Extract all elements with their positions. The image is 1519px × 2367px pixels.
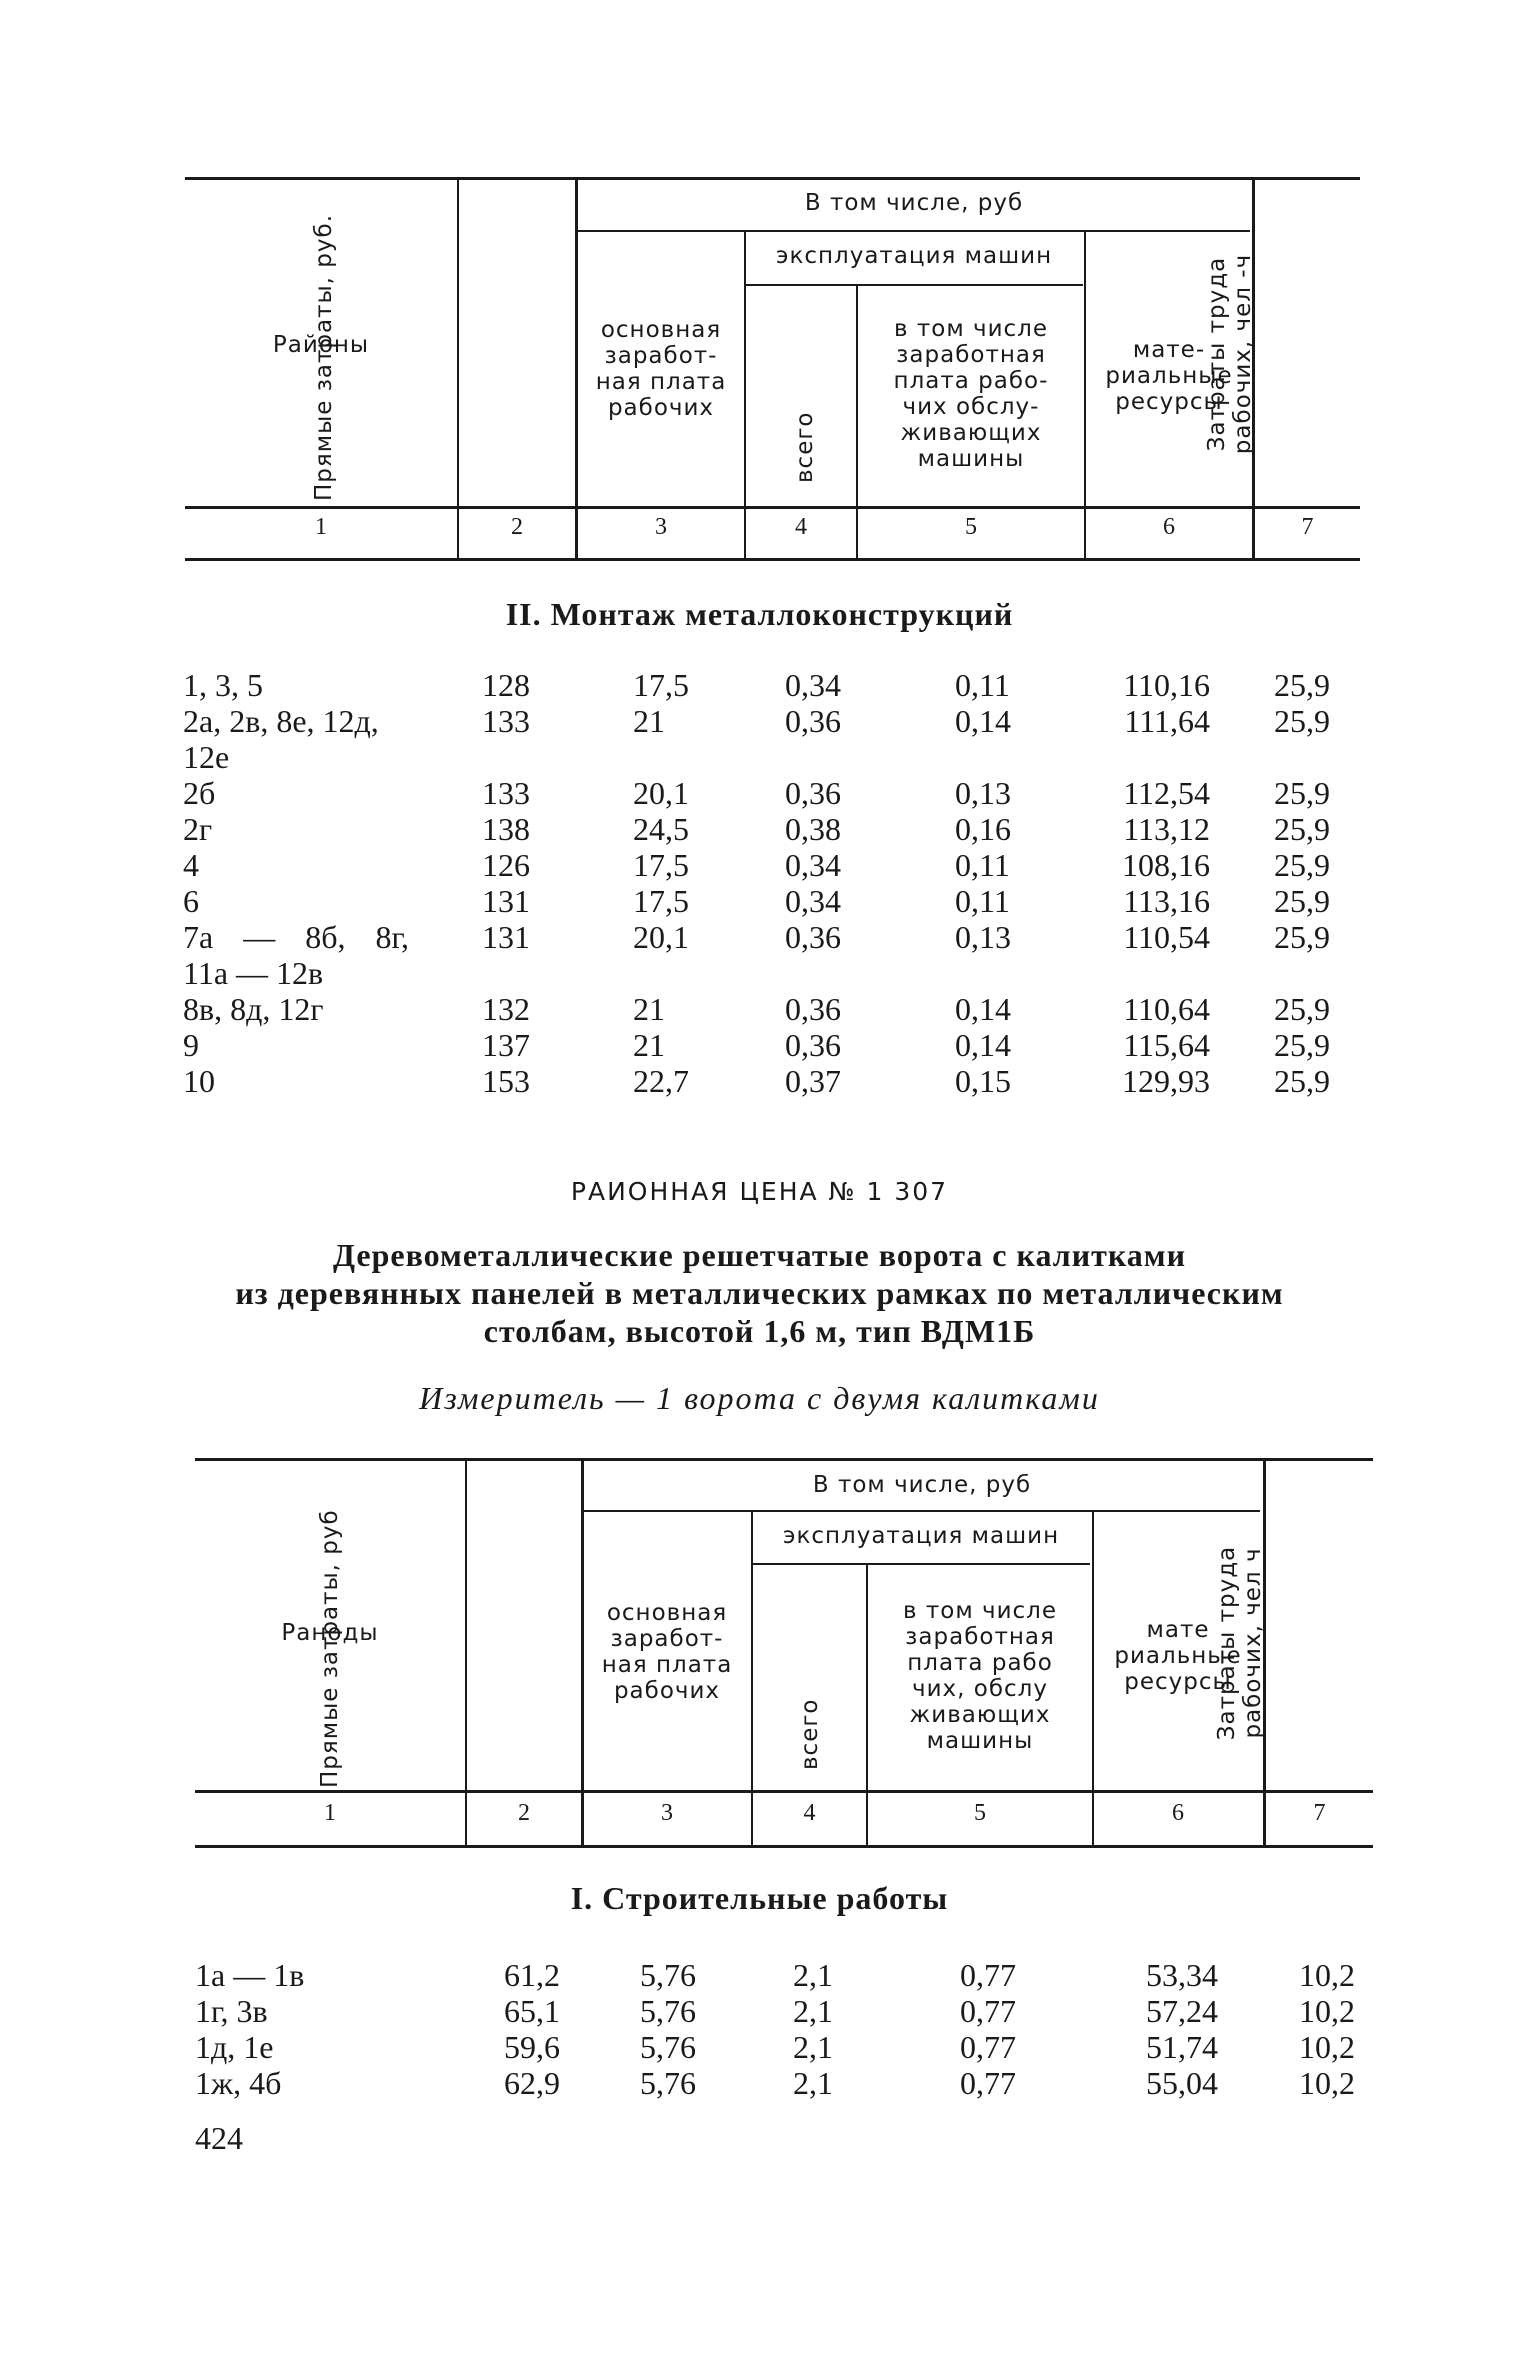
table2-colnum-6: 6 xyxy=(1172,1800,1184,1826)
table1-group-rule xyxy=(578,230,1250,232)
table2-vline-2 xyxy=(581,1461,584,1845)
table2-vline-6 xyxy=(1263,1461,1266,1845)
table1-col-wages: основная заработ- ная плата рабочих xyxy=(595,317,727,421)
table2-colnum-5: 5 xyxy=(974,1800,986,1826)
district-cell: 2а, 2в, 8е, 12д, xyxy=(183,703,379,739)
district-cell: 2г xyxy=(183,811,213,847)
table-row: 1, 3, 5 128 17,5 0,34 0,11 110,16 25,9 xyxy=(183,667,1330,703)
table1-colnum-3: 3 xyxy=(655,514,667,540)
table1-header xyxy=(0,0,1519,580)
table-row: 8в, 8д, 12г 132 21 0,36 0,14 110,64 25,9 xyxy=(183,991,1330,1027)
table2-col-district: Раноды xyxy=(281,1620,379,1646)
table1-colnum-6: 6 xyxy=(1163,514,1175,540)
table1-colnum-4: 4 xyxy=(795,514,807,540)
table1-colnum-7: 7 xyxy=(1301,514,1314,540)
table2-colnum-1: 1 xyxy=(324,1800,336,1826)
table-row: 2а, 2в, 8е, 12д, 12е 133 21 0,36 0,14 111,64 25,9 xyxy=(183,703,1330,775)
table-row: 4 126 17,5 0,34 0,11 108,16 25,9 xyxy=(183,847,1330,883)
table1-colnum-1: 1 xyxy=(315,514,327,540)
price-id: РАИОННАЯ ЦЕНА № 1 307 xyxy=(570,1177,949,1206)
table2-col-machine-wages: в том числе заработная плата рабо чих, обслу живающих машины xyxy=(902,1598,1058,1754)
table2-vline-3 xyxy=(751,1510,753,1845)
table2-colnum-7: 7 xyxy=(1313,1800,1326,1826)
table-row: 1ж, 4б 62,9 5,76 2,1 0,77 55,04 10,2 xyxy=(195,2065,1355,2101)
table-row: 1а — 1в 61,2 5,76 2,1 0,77 53,34 10,2 xyxy=(195,1957,1355,1993)
district-cell: 1а — 1в xyxy=(195,1957,305,1993)
table1-col-machine-wages: в том числе заработная плата рабо- чих обслу- живающих машины xyxy=(893,316,1049,472)
table1-number-rule-bottom xyxy=(185,558,1360,561)
district-cell: 2б xyxy=(183,775,216,811)
table1-vline-1 xyxy=(457,180,459,558)
district-cell-continued: 12е xyxy=(183,739,230,775)
table1-col-machines: эксплуатация машин xyxy=(775,243,1053,269)
district-cell: 1г, 3в xyxy=(195,1993,268,2029)
table1-col-labor: Затраты труда рабочих, чел -ч xyxy=(1204,253,1256,455)
table2-machines-rule xyxy=(752,1563,1090,1565)
table1-col-group: В том числе, руб xyxy=(804,190,1024,216)
table1-machines-rule xyxy=(745,284,1083,286)
table-row: 6 131 17,5 0,34 0,11 113,16 25,9 xyxy=(183,883,1330,919)
table2-section-title: I. Строительные работы xyxy=(570,1880,949,1916)
table-row: 9 137 21 0,36 0,14 115,64 25,9 xyxy=(183,1027,1330,1063)
table2-top-rule xyxy=(195,1458,1373,1461)
table2-colnum-4: 4 xyxy=(803,1800,816,1826)
table2-vline-4 xyxy=(866,1563,868,1845)
table1-section-title: II. Монтаж металлоконструкций xyxy=(505,596,1014,632)
table-row: 10 153 22,7 0,37 0,15 129,93 25,9 xyxy=(183,1063,1330,1099)
table2-group-rule xyxy=(584,1510,1260,1512)
table-row: 7а — 8б, 8г, 11а — 12в 131 20,1 0,36 0,13 110,54 25,9 xyxy=(183,919,1330,991)
table1-colnum-2: 2 xyxy=(511,514,523,540)
table1-top-rule xyxy=(185,177,1360,180)
table2-col-direct: Прямые затраты, руб xyxy=(317,1509,343,1788)
district-cell: 7а — 8б, 8г, xyxy=(183,919,409,955)
district-cell: 10 xyxy=(183,1063,215,1099)
district-cell: 4 xyxy=(183,847,199,883)
district-cell: 6 xyxy=(183,883,199,919)
table1-col-direct: Прямые затраты, руб. xyxy=(311,213,337,501)
table2-col-group: В том числе, руб xyxy=(812,1472,1032,1498)
table1-vline-3 xyxy=(744,230,746,558)
table-row: 2г 138 24,5 0,38 0,16 113,12 25,9 xyxy=(183,811,1330,847)
table2-vline-1 xyxy=(465,1461,467,1845)
table2-vline-5 xyxy=(1092,1510,1094,1845)
table2-col-labor: Затраты труда рабочих, чел ч xyxy=(1214,1545,1266,1741)
district-cell: 9 xyxy=(183,1027,199,1063)
meter-line: Измеритель — 1 ворота с двумя калитками xyxy=(419,1380,1100,1416)
table-row: 2б 133 20,1 0,36 0,13 112,54 25,9 xyxy=(183,775,1330,811)
table2-number-rule-bottom xyxy=(195,1845,1373,1848)
table2-col-machines: эксплуатация машин xyxy=(782,1523,1060,1549)
table1-colnum-5: 5 xyxy=(965,514,977,540)
table2-number-rule-top xyxy=(195,1790,1373,1793)
district-cell: 1, 3, 5 xyxy=(183,667,263,703)
table-row: 1д, 1е 59,6 5,76 2,1 0,77 51,74 10,2 xyxy=(195,2029,1355,2065)
table2-colnum-2: 2 xyxy=(518,1800,530,1826)
table2-col-total: всего xyxy=(797,1698,823,1770)
district-cell: 1ж, 4б xyxy=(195,2065,282,2101)
table1-col-total: всего xyxy=(792,411,818,483)
table-row: 1г, 3в 65,1 5,76 2,1 0,77 57,24 10,2 xyxy=(195,1993,1355,2029)
page-number: 424 xyxy=(195,2120,243,2156)
table2-colnum-3: 3 xyxy=(661,1800,673,1826)
table1-number-rule-top xyxy=(185,506,1360,509)
table2-col-wages: основная заработ- ная плата рабочих xyxy=(601,1600,733,1704)
table1-col-materials: мате- риальные ресурсы xyxy=(1105,337,1233,415)
table1-col-district: Районы xyxy=(272,332,370,358)
table2-col-materials: мате риальные ресурсы xyxy=(1114,1617,1242,1695)
district-cell: 8в, 8д, 12г xyxy=(183,991,324,1027)
district-cell-continued: 11а — 12в xyxy=(183,955,324,991)
district-cell: 1д, 1е xyxy=(195,2029,274,2065)
